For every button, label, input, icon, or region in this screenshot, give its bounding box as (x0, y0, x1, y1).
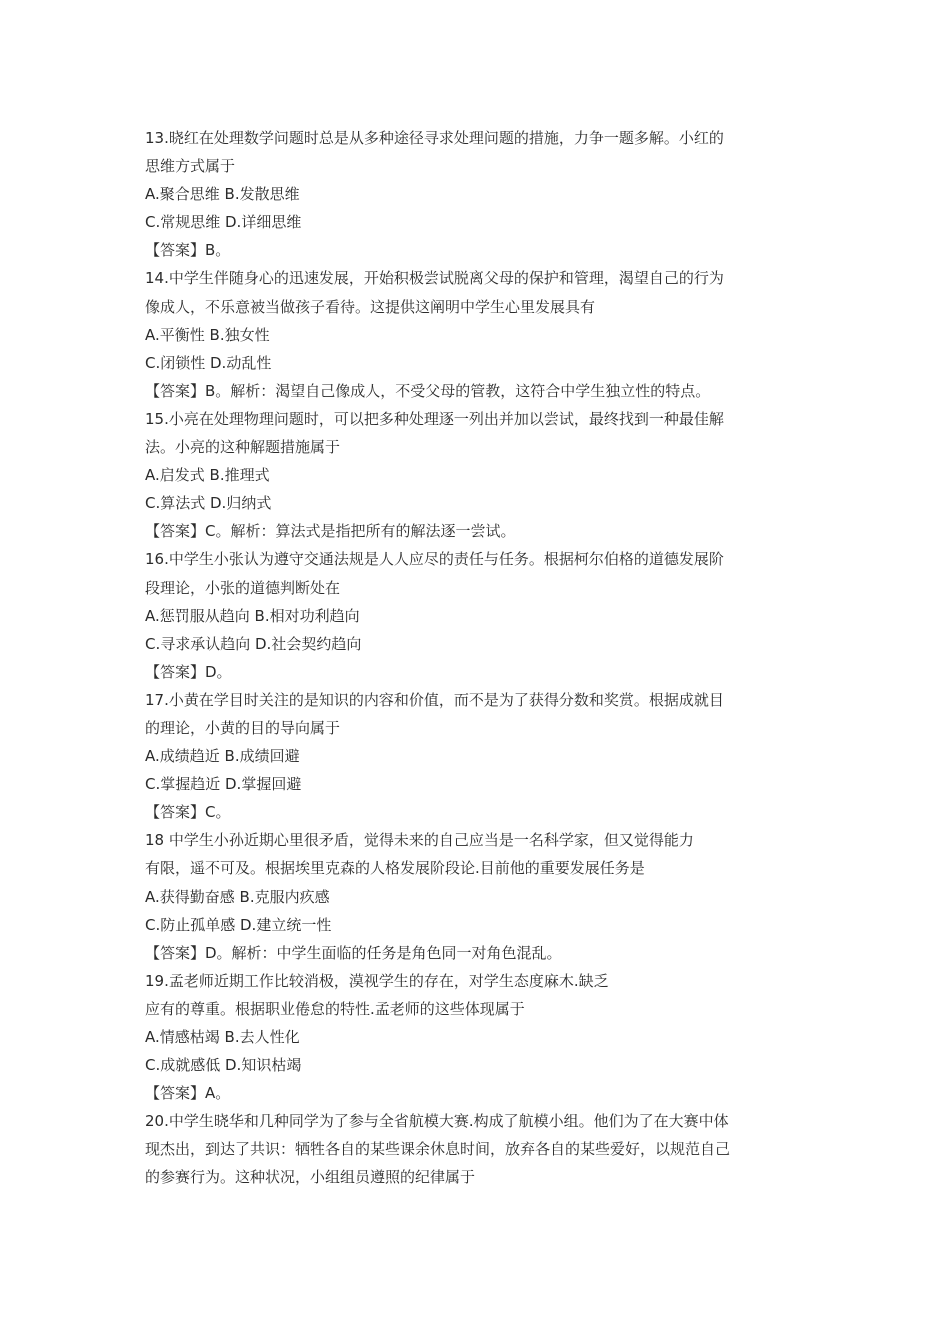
text-line: 有限，遥不可及。根据埃里克森的人格发展阶段论.目前他的重要发展任务是 (145, 859, 645, 878)
text-line: 的参赛行为。这种状况，小组组员遵照的纪律属于 (145, 1168, 476, 1187)
text-line: A.平衡性 B.独女性 (145, 325, 270, 344)
text-line: C.算法式 D.归纳式 (145, 494, 272, 513)
text-line: 【答案】A。 (145, 1084, 231, 1103)
text-line: 18 中学生小孙近期心里很矛盾，觉得未来的自己应当是一名科学家，但又觉得能力 (145, 831, 694, 850)
text-line: 13.晓红在处理数学问题时总是从多种途径寻求处理问题的措施，力争一题多解。小红的 (145, 129, 724, 147)
text-line: 20.中学生晓华和几种同学为了参与全省航模大赛.构成了航模小组。他们为了在大赛中体 (145, 1112, 729, 1131)
text-line: 像成人，不乐意被当做孩子看待。这提供这阐明中学生心里发展具有 (145, 297, 596, 316)
text-line: C.寻求承认趋向 D.社会契约趋向 (145, 634, 362, 653)
text-line: 15.小亮在处理物理问题时，可以把多种处理逐一列出并加以尝试，最终找到一种最佳解 (145, 409, 724, 428)
text-line: A.情感枯竭 B.去人性化 (145, 1028, 300, 1046)
text-line: 17.小黄在学目时关注的是知识的内容和价值，而不是为了获得分数和奖赏。根据成就目 (145, 690, 724, 709)
text-line: 【答案】D。解析：中学生面临的任务是角色同一对角色混乱。 (145, 943, 562, 962)
text-line: 现杰出，到达了共识：牺牲各自的某些课余休息时间，放弃各自的某些爱好，以规范自己 (145, 1140, 731, 1159)
text-line: C.常规思维 D.详细思维 (145, 213, 302, 232)
text-line: 【答案】C。解析：算法式是指把所有的解法逐一尝试。 (145, 522, 516, 541)
text-line: C.闭锁性 D.动乱性 (145, 353, 272, 372)
text-line: 的理论，小黄的目的导向属于 (145, 718, 341, 737)
text-line: C.成就感低 D.知识枯竭 (145, 1056, 302, 1075)
text-line: A.成绩趋近 B.成绩回避 (145, 747, 300, 766)
text-line: 思维方式属于 (145, 157, 236, 176)
text-line: 14.中学生伴随身心的迅速发展，开始积极尝试脱离父母的保护和管理，渴望自己的行为 (145, 269, 724, 288)
text-line: 应有的尊重。根据职业倦怠的特性.孟老师的这些体现属于 (145, 999, 525, 1018)
text-line: 【答案】D。 (145, 662, 232, 681)
text-line: 【答案】B。 (145, 241, 231, 260)
text-line: A.聚合思维 B.发散思维 (145, 185, 300, 204)
text-line: C.掌握趋近 D.掌握回避 (145, 775, 302, 794)
text-line: 【答案】C。 (145, 803, 231, 822)
text-line: 【答案】B。解析：渴望自己像成人，不受父母的管教，这符合中学生独立性的特点。 (145, 381, 711, 400)
text-line: A.获得勤奋感 B.克服内疚感 (145, 887, 330, 906)
text-line: 16.中学生小张认为遵守交通法规是人人应尽的责任与任务。根据柯尔伯格的道德发展阶 (145, 550, 724, 569)
text-line: 19.孟老师近期工作比较消极，漠视学生的存在，对学生态度麻木.缺乏 (145, 971, 609, 990)
text-line: C.防止孤单感 D.建立统一性 (145, 915, 332, 934)
document-body (145, 124, 815, 1192)
text-line: 段理论，小张的道德判断处在 (145, 578, 341, 597)
text-line: A.惩罚服从趋向 B.相对功利趋向 (145, 606, 360, 625)
text-line: A.启发式 B.推理式 (145, 466, 270, 485)
text-line: 法。小亮的这种解题措施属于 (145, 438, 341, 457)
